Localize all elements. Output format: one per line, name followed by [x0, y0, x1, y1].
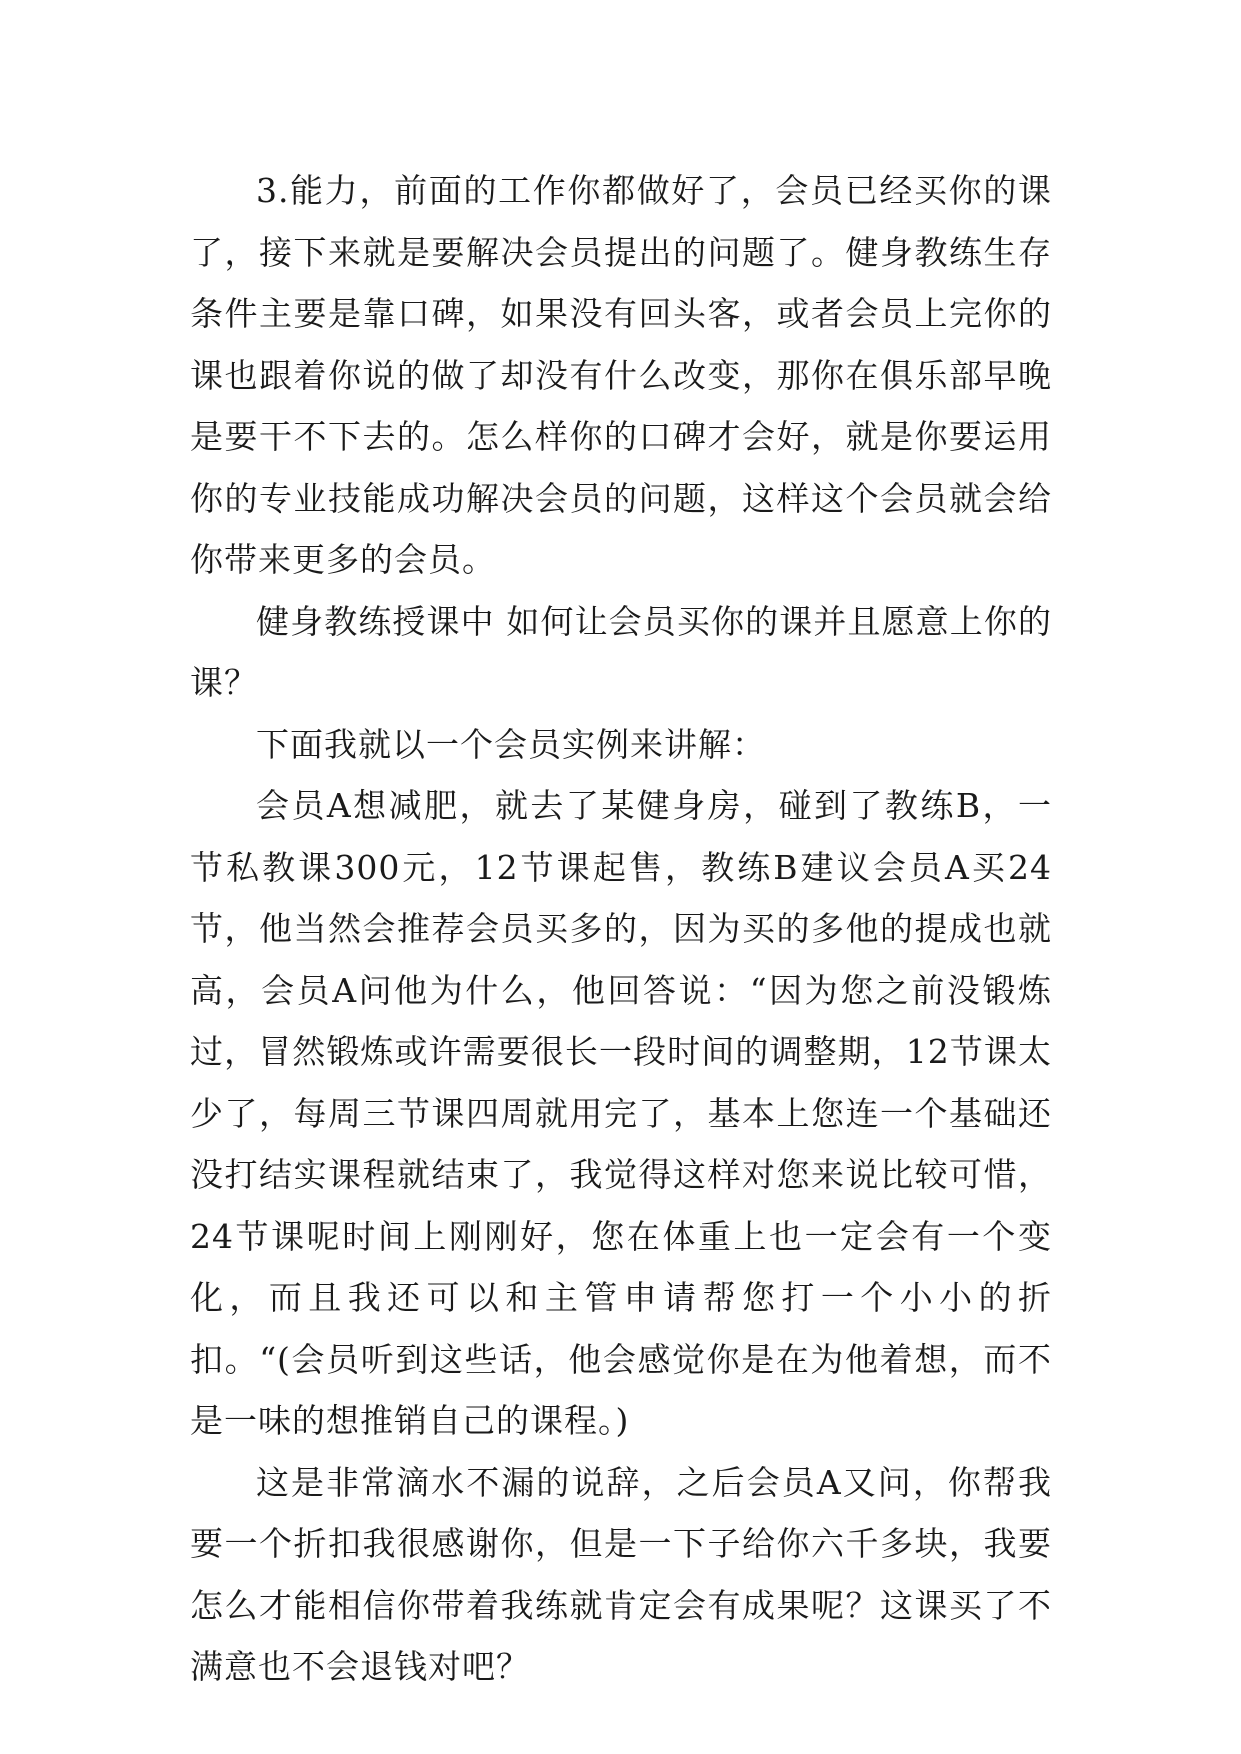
paragraph-example-intro: 下面我就以一个会员实例来讲解： [256, 724, 766, 764]
document-body [190, 160, 1052, 1698]
paragraph-example-story: 会员A想减肥，就去了某健身房，碰到了教练B，一节私教课300元，12节课起售，教练B建议会员A买24节，他当然会推荐会员买多的，因为买的多他的提成也就高，会员A问他为什么，他回答说：“因为您之前没锻炼过，冒然锻炼或许需要很长一段时间的调整期，12节课太少了，每周三节课四周就用完了，基本上您连一个基础还没打结实课程就结束了，我觉得这样对您来说比较可惜，24节课呢时间上刚刚好，您在体重上也一定会有一个变化，而且我还可以和主管申请帮您打一个小小的折扣。“(会员听到这些话，他会感觉你是在为他着想，而不是一味的想推销自己的课程。) [190, 786, 1052, 1440]
paragraph-heading-question: 健身教练授课中 如何让会员买你的课并且愿意上你的课？ [190, 601, 1052, 702]
paragraph-ability: 3.能力，前面的工作你都做好了，会员已经买你的课了，接下来就是要解决会员提出的问题了。健身教练生存条件主要是靠口碑，如果没有回头客，或者会员上完你的课也跟着你说的做了却没有什么改变，那你在俱乐部早晚是要干不下去的。怎么样你的口碑才会好，就是你要运用你的专业技能成功解决会员的问题，这样这个会员就会给你带来更多的会员。 [190, 171, 1052, 579]
paragraph-member-question: 这是非常滴水不漏的说辞，之后会员A又问，你帮我要一个折扣我很感谢你，但是一下子给你六千多块，我要怎么才能相信你带着我练就肯定会有成果呢？这课买了不满意也不会退钱对吧？ [190, 1462, 1052, 1686]
